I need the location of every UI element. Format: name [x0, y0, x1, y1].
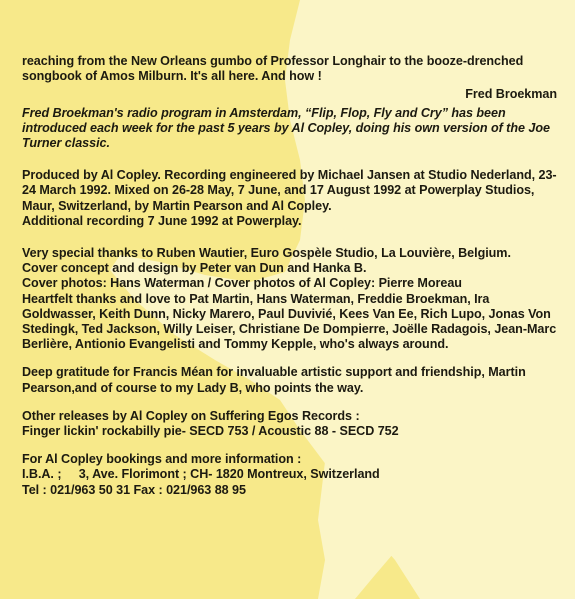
cover-photos: Cover photos: Hans Waterman / Cover photos of Al Copley: Pierre Moreau [22, 276, 462, 291]
gratitude: Deep gratitude for Francis Méan for invaluable artistic support and friendship, Martin Pearson,and of course to my Lady B, who points the way. [22, 365, 526, 395]
heartfelt-thanks: Heartfelt thanks and love to Pat Martin, Hans Waterman, Freddie Broekman, Ira Goldwasser, Keith Dunn, Nicky Marero, Paul Duvivié, Kees Van Ee, Rich Lupo, Jonas Von Stedingk, Ted Jackson, Willy Leiser, Christiane De Dompierre, Joëlle Radagois, Jean-Marc Berlière, Antionio Evangelisti and Tommy Kepple, who's always around. [22, 291, 557, 352]
bookings-phone: Tel : 021/963 50 31 Fax : 021/963 88 95 [22, 482, 246, 497]
other-releases-heading: Other releases by Al Copley on Suffering Egos Records : [22, 408, 360, 423]
liner-notes-text [22, 54, 557, 498]
bookings-heading: For Al Copley bookings and more information : [22, 452, 302, 467]
other-releases: Finger lickin' rockabilly pie- SECD 753 / Acoustic 88 - SECD 752 [22, 424, 399, 439]
intro-paragraph: reaching from the New Orleans gumbo of Professor Longhair to the booze-drenched songbook of Amos Milburn. It's all here. And how ! [22, 54, 524, 84]
cover-design: Cover concept and design by Peter van Dun and Hanka B. [22, 261, 367, 276]
production-credits: Produced by Al Copley. Recording engineered by Michael Jansen at Studio Nederland, 23-24 March 1992. Mixed on 26-28 May, 7 June, and 17 August 1992 at Powerplay Studios, Maur, Switzerland, by Martin Pearson and Al Copley. [22, 168, 557, 213]
radio-note: Fred Broekman's radio program in Amsterdam, “Flip, Flop, Fly and Cry” has been introduced each week for the past 5 years by Al Copley, doing his own version of the Joe Turner classic. [22, 105, 550, 151]
additional-recording: Additional recording 7 June 1992 at Powerplay. [22, 213, 302, 228]
bookings-address: I.B.A. ; 3, Ave. Florimont ; CH- 1820 Montreux, Switzerland [22, 467, 380, 482]
special-thanks: Very special thanks to Ruben Wautier, Euro Gospèle Studio, La Louvière, Belgium. [22, 246, 511, 261]
signature: Fred Broekman [465, 87, 557, 102]
